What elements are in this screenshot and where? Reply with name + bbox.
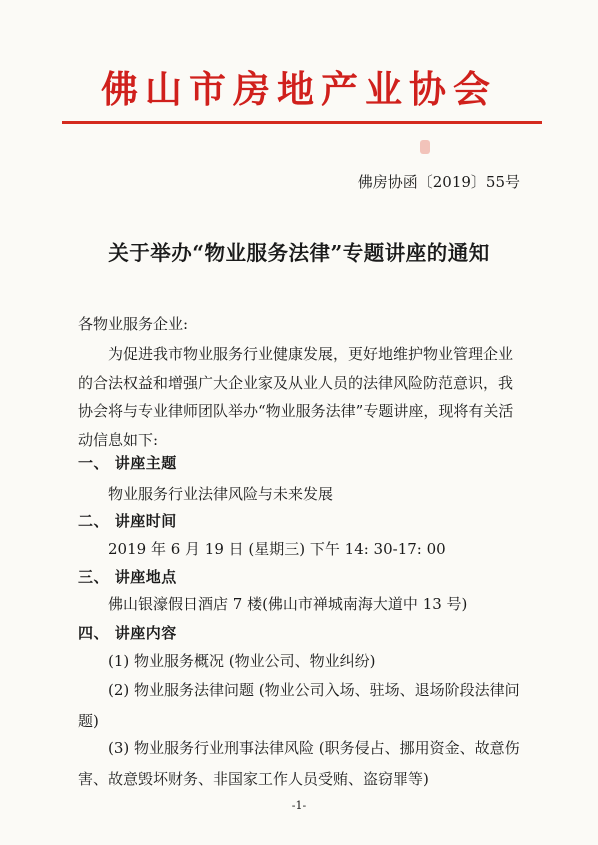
content-item-2: (2) 物业服务法律问题 (物业公司入场、驻场、退场阶段法律问题): [78, 681, 520, 730]
salutation: 各物业服务企业:: [78, 315, 189, 333]
section-heading-time: 二、 讲座时间: [78, 512, 177, 530]
seal-mark: [420, 140, 430, 154]
section-heading-content: 四、 讲座内容: [78, 624, 177, 642]
section-content-location: 佛山银濠假日酒店 7 楼(佛山市禅城南海大道中 13 号): [108, 595, 468, 613]
section-heading-location: 三、 讲座地点: [78, 568, 177, 586]
section-content-topic: 物业服务行业法律风险与未来发展: [108, 485, 334, 503]
document-number: 佛房协函〔2019〕55号: [357, 173, 520, 191]
document-title: 关于举办“物业服务法律”专题讲座的通知: [108, 241, 490, 265]
section-content-time: 2019 年 6 月 19 日 (星期三) 下午 14: 30-17: 00: [108, 540, 446, 558]
page-number: -1-: [291, 799, 307, 812]
organization-header: 佛山市房地产业协会: [101, 67, 497, 111]
section-heading-topic: 一、 讲座主题: [78, 454, 177, 472]
header-divider: [62, 121, 542, 124]
content-item-1: (1) 物业服务概况 (物业公司、物业纠纷): [108, 652, 376, 670]
content-item-3: (3) 物业服务行业刑事法律风险 (职务侵占、挪用资金、故意伤害、故意毁坏财务、非国家工作人员受贿、盗窃罪等): [78, 739, 520, 788]
intro-paragraph: 为促进我市物业服务行业健康发展，更好地维护物业管理企业的合法权益和增强广大企业家及从业人员的法律风险防范意识，我协会将与专业律师团队举办“物业服务法律”专题讲座，现将有关活动信息如下:: [78, 345, 514, 449]
